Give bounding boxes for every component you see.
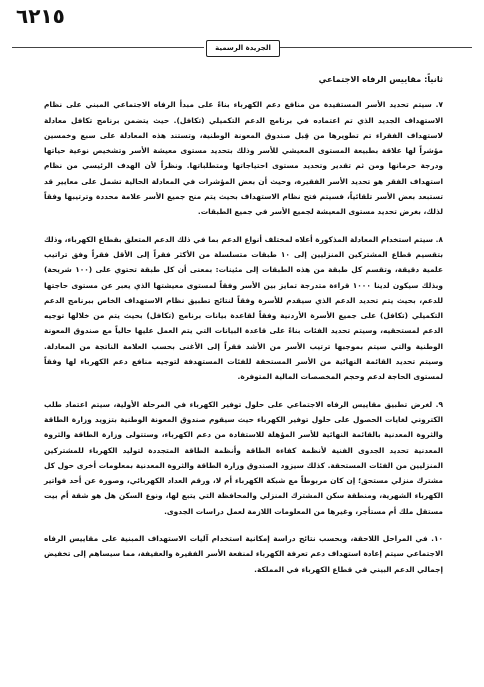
header-divider-right: [280, 47, 472, 48]
paragraph-10: ١٠. في المراحل اللاحقة، وبحسب نتائج دراسة إمكانية استخدام آليات الاستهداف المبنية على مقاييس الرفاه الاجتماعي سيتم إعادة استهداف دعم تعرفة الكهرباء لمنفعة الأسر الفقيرة والعفيفة، مما سيساهم إلى تخفيض إجمالي الدعم البيني في قطاع الكهرباء في المملكة.: [44, 534, 443, 574]
header-divider-left: [12, 47, 204, 48]
document-body: [44, 72, 443, 589]
gazette-label: الجريدة الرسمية: [206, 40, 280, 57]
paragraph-7: ٧. سيتم تحديد الأسر المستفيدة من منافع دعم الكهرباء بناءً على مبدأ الرفاه الاجتماعي المبني على نظام الاستهداف الجديد الذي تم اعتماده في برنامج الدعم التكميلي (تكافل). حيث يتضمن برنامج تكافل معادلة لاستهداف الفقراء تم تطويرها من قِبل صندوق المعونة الوطنية، وتستند هذه المعادلة على سبع وخمسين مؤشراً لها علاقة بطبيعة المستوى المعيشي للأسر وذلك بتحديد مستوى معيشة الأسر وتشخيص نوعية حياتها ودرجة حرمانها ومن ثم تقدير وتحديد مستوى احتياجاتها ومتطلباتها. ونظراً لأن الهدف الرئيسي من نظام استهداف الفقر هو تحديد الأسر الفقيرة، وحيث أن بعض المؤشرات في المعادلة الحالية تشمل على معايير قد تستبعد بعض الأسر تلقائياً، فسيتم فتح نظام الاستهداف بحيث يتم منح جميع الأسر علامة محددة وترتيبها وفقاً لذلك، بغرض تحديد مستوى المعيشة لجميع الأسر في جميع الطبقات.: [44, 100, 443, 217]
paragraph-8: ٨. سيتم استخدام المعادلة المذكورة أعلاه لمختلف أنواع الدعم بما في ذلك الدعم المتعلق بقطاع الكهرباء، وذلك بتقسيم قطاع المشتركين المنزليين إلى ١٠ طبقات متسلسلة من الأكثر فقراً إلى الأقل فقراً وفق تراتيب علمية دقيقة، وتقسم كل طبقة من هذه الطبقات إلى مئينات: بمعنى أن كل طبقة تحتوي على (١٠٠ شريحة) وبذلك سيكون لدينا ١٠٠٠ قراءة متدرجة تمايز بين الأسر وفقاً لمستوى معيشتها الذي يعبر عن مستوى حاجتها للدعم، بحيث يتم تحديد الدعم الذي سيقدم للأسرة وفقاً لنتائج تطبيق نظام الاستهداف الخاص ببرنامج الدعم التكميلي (تكافل) على جميع الأسرة الأردنية وفقاً لقاعدة بيانات برنامج (تكافل) بحيث يتم من خلالها توجيه الدعم لمستحقيه، وسيتم تحديد الفئات بناءً على قاعدة البيانات التي يتم العمل عليها حالياً مع صندوق المعونة الوطنية والتي سيتم بموجبها ترتيب الأسر من الأشد فقراً إلى الأغنى بحسب العلامة الناتجة من المعادلة. وسيتم تحديد القائمة النهائية من الأسر المستحقة للفئات المستهدفة لتوجيه منافع دعم الكهرباء لها وفقاً لمستوى الحاجة لدعم وحجم المخصصات المالية المتوفرة.: [44, 234, 443, 382]
section-title: ثانياً: مقاييس الرفاه الاجتماعي: [318, 74, 443, 84]
paragraph-9: ٩. لغرض تطبيق مقاييس الرفاه الاجتماعي على حلول توفير الكهرباء في المرحلة الأولية، سيتم اعتماد طلب الكتروني لغايات الحصول على حلول توفير الكهرباء حيث سيقوم صندوق المعونة الوطنية بتزويد وزارة الطاقة والثروة المعدنية بالقائمة النهائية للأسر المؤهلة للاستفادة من دعم الكهرباء، وستتولى وزارة الطاقة والثروة المعدنية تحديد الجدوى الفنية لأنظمة كفاءة الطاقة وأنظمة الطاقة المتجددة لتوليد الكهرباء للمشتركين المنزليين من الفئات المستحقة. كذلك سيزود الصندوق وزارة الطاقة والثروة المعدنية بمعلومات أخرى حول كل مشترك منزلي مستحق؛ إن كان مربوطاً مع شبكة الكهرباء أم لا، ورقم العداد الكهربائي، وصورة عن أحد فواتير الكهرباء الشهرية، ومنطقة سكن المشترك المنزلي والمحافظة التي يتبع لها، ونوع السكن هل هو شقة أم بيت مستقل ملك أم مستأجر، وغيرها من المعلومات اللازمة لعمل دراسات الجدوى.: [44, 399, 443, 516]
page-number: ٦٢١٥: [16, 4, 65, 28]
